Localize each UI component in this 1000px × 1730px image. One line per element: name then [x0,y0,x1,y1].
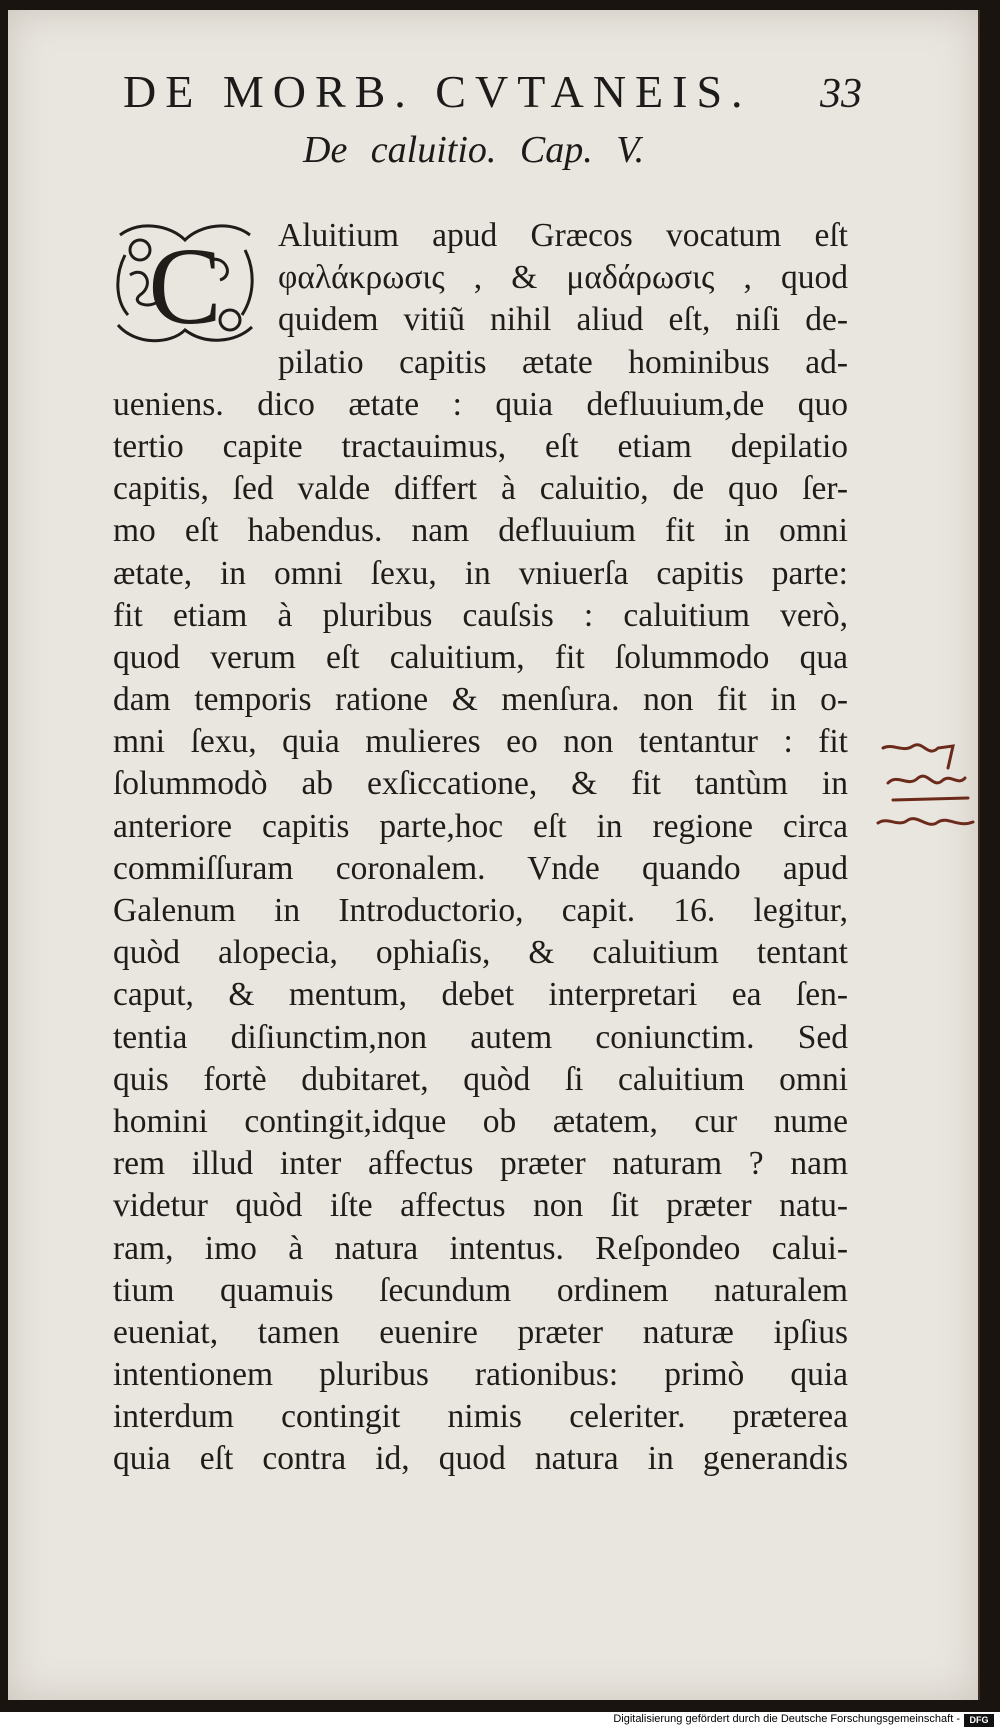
text-line: capitis, ſed valde differt à caluitio, de quo ſer- [113,470,848,508]
text-line: homini contingit,idque ob ætatem, cur nume [113,1102,848,1140]
text-line: ætate, in omni ſexu, in vniuerſa capitis parte: [113,554,848,592]
body-text [113,215,848,1481]
digitization-footer [0,1712,1000,1730]
page-number: 33 [820,71,862,117]
text-line: intentionem pluribus rationibus: primò quia [113,1356,848,1394]
text-line: Aluitium apud Græcos vocatum eſt [278,217,848,254]
text-line: eueniat, tamen euenire præter naturæ ipſius [113,1313,848,1351]
text-line: φαλάκρωσις , & μαδάρωσις , quod [278,259,848,297]
running-title: DE MORB. CVTANEIS. [123,66,752,117]
text-line: rem illud inter affectus præter naturam ? nam [113,1145,848,1183]
handwritten-marginalia [873,738,983,858]
book-page [8,10,980,1700]
text-line: dam temporis ratione & menſura. non fit in o- [113,681,848,719]
text-line: ueniens. dico ætate : quia defluuium,de quo [113,385,848,423]
text-line: quis fortè dubitaret, quòd ſi caluitium omni [113,1060,848,1098]
text-line: ram, imo à natura intentus. Reſpondeo calui- [113,1229,848,1267]
text-line: videtur quòd iſte affectus non ſit præter natu- [113,1187,848,1225]
text-line: mo eſt habendus. nam defluuium fit in omni [113,512,848,550]
text-line: tertio capite tractauimus, eſt etiam depilatio [113,427,848,465]
text-line: commiſſuram coronalem. Vnde quando apud [113,849,848,887]
initial-letter: C [148,225,222,347]
text-line: quidem vitiũ nihil aliud eſt, niſi de- [278,301,848,339]
text-line: fit etiam à pluribus cauſsis : caluitium verò, [113,596,848,634]
text-line: Galenum in Introductorio, capit. 16. legitur, [113,892,848,929]
text-line: anteriore capitis parte,hoc eſt in regione circa [113,807,848,845]
dfg-logo: DFG [964,1714,994,1727]
chapter-title: De caluitio. Cap. V. [303,129,645,171]
text-line: interdum contingit nimis celeriter. præterea [113,1398,848,1436]
text-line: quia eſt contra id, quod natura in generandis [113,1440,848,1478]
text-line: quòd alopecia, ophiaſis, & caluitium tentant [113,934,848,972]
text-line: tentia diſiunctim,non autem coniunctim. Sed [113,1018,848,1056]
text-line: quod verum eſt caluitium, fit ſolummodo qua [113,638,848,676]
text-line: caput, & mentum, debet interpretari ea ſen- [113,976,848,1014]
text-line: mni ſexu, quia mulieres eo non tentantur : fit [113,723,848,761]
funding-credit: Digitalisierung gefördert durch die Deutsche Forschungsgemeinschaft - [613,1713,960,1725]
text-line: pilatio capitis ætate hominibus ad- [278,343,848,381]
text-line: ſolummodò ab exſiccatione, & fit tantùm in [113,765,848,803]
text-line: tium quamuis ſecundum ordinem naturalem [113,1271,848,1309]
